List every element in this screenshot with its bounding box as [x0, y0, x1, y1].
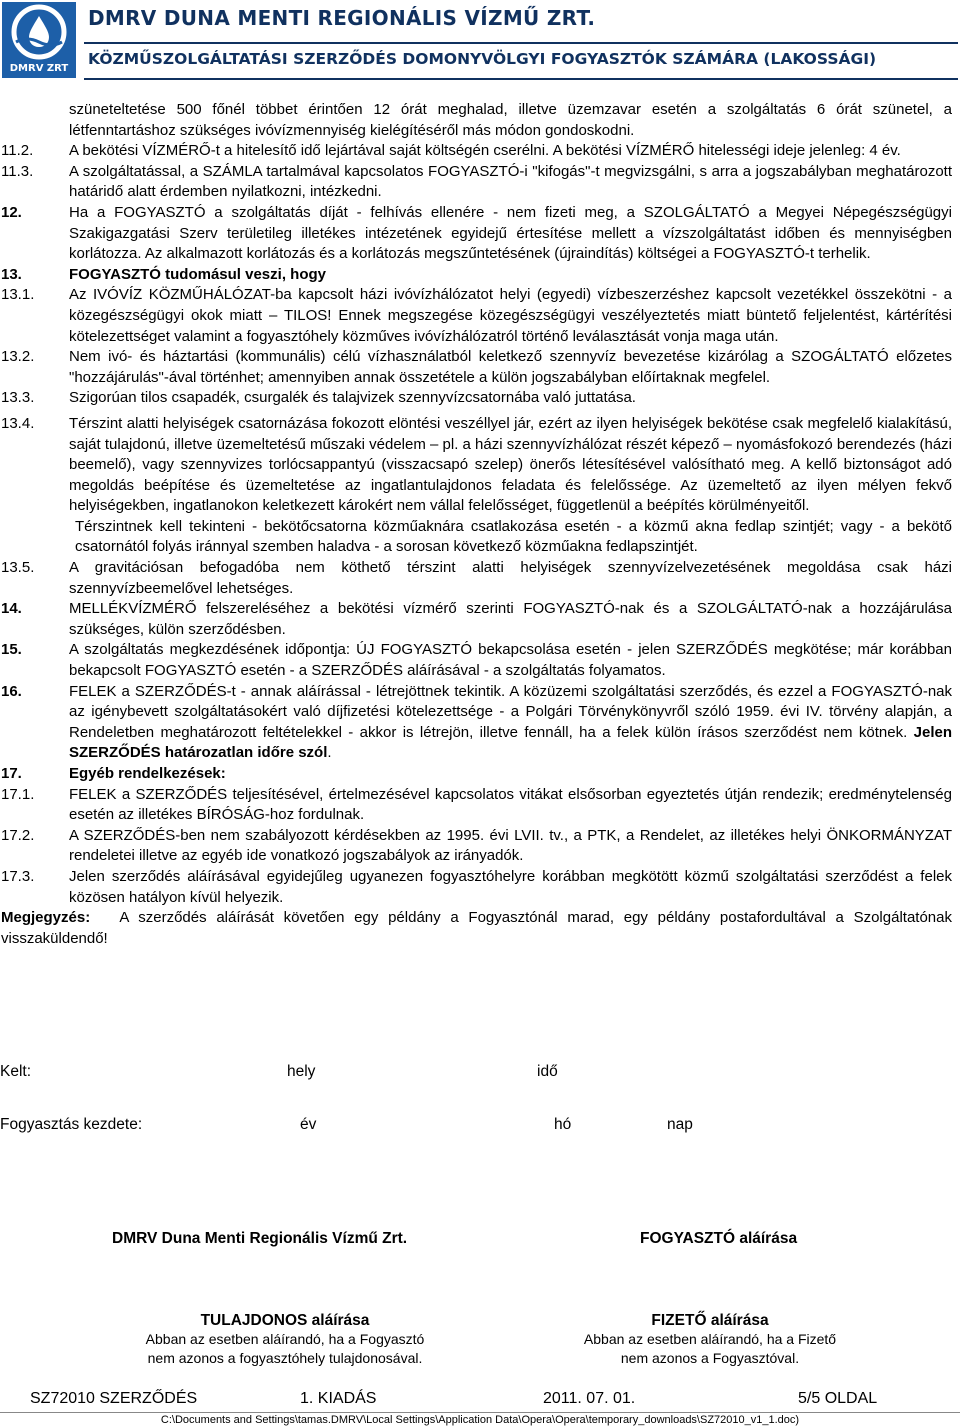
contract-section [0, 826, 952, 867]
contract-section [0, 785, 952, 826]
page-header [0, 0, 960, 80]
contract-section [0, 347, 952, 388]
company-title: DMRV DUNA MENTI REGIONÁLIS VÍZMŰ ZRT. [88, 6, 596, 30]
document-subtitle: KÖZMŰSZOLGÁLTATÁSI SZERZŐDÉS DOMONYVÖLGYI FOGYASZTÓK SZÁMÁRA (LAKOSSÁGI) [88, 50, 877, 68]
payer-signature-block [560, 1311, 860, 1368]
section-number: 13.1. [1, 286, 35, 304]
section-text: Jelen szerződés aláírásával egyidejűleg ugyanezen fogyasztóhelyre korábban megkötött közmű szolgáltatási szerződést a felek közösen hatályon kívül helyezik. [69, 867, 952, 906]
section-number: 16. [1, 682, 22, 700]
section-number: 13.4. [1, 414, 35, 432]
section-text: szüneteltetése 500 főnél többet érintően 12 órát meghalad, illetve üzemzavar esetén a szolgáltatás 6 órát szünetel, a létfenntartáshoz szükséges ivóvízmennyiség kielégítéséről más módon gondoskodni. [69, 101, 952, 139]
section-number: 13.2. [1, 348, 35, 366]
footer-file-path: C:\Documents and Settings\tamas.DMRV\Local Settings\Application Data\Opera\Opera\temporary_downloads\SZ72010_v1_1.doc) [160, 1414, 800, 1426]
section-number: 17.2. [1, 826, 35, 844]
section-number: 13.5. [1, 559, 35, 577]
section-text-end: . [327, 744, 332, 762]
footer-date: 2011. 07. 01. [543, 1390, 636, 1407]
provider-signature: DMRV Duna Menti Regionális Vízmű Zrt. [112, 1230, 408, 1247]
payer-note-line1: Abban az esetben aláírandó, ha a Fizető [583, 1331, 837, 1347]
owner-signature-block [120, 1311, 450, 1368]
section-text: A szolgáltatás megkezdésének időpontja: ÚJ FOGYASZTÓ bekapcsolása esetén - jelen SZERZŐDÉS megkötése; már korábban bekapcsolt FOGYASZTÓ esetén - a SZERZŐDÉS aláírásával - a szolgáltatás folyamatos. [69, 641, 952, 680]
section-text-main: FELEK a SZERZŐDÉS-t - annak aláírással - létrejöttnek tekintik. A közüzemi szolgáltatási szerződés, és ezzel a FOGYASZTÓ-nak az igénybevett szolgáltatásokért való díjfizetési kötelezettsége - a Polgári Törvénykönyvről szóló 1959. évi IV. törvény alapján, a Rendeletben meghatározott feltételekkel - akkor is létrejön, illetve fennáll, ha a felek külön írásos szerződést nem kötnek. [69, 682, 952, 741]
contract-section [0, 640, 952, 681]
section-number: 11.3. [1, 162, 34, 180]
header-divider [84, 42, 958, 44]
section-text: Ha a FOGYASZTÓ a szolgáltatás díját - felhívás ellenére - nem fizeti meg, a SZOLGÁLTATÓ a Megyei Népegészségügyi Szakigazgatási Szerv területileg illetékes intézetének egyidejű értesítése mellett a vízszolgáltatást időben és mennyiségben korlátozza. Az alkalmazott korlátozás és a korlátozás megszűntetésének (újraindítás) költségei a FOGYASZTÓ-t terhelik. [69, 203, 952, 263]
section-number: 17.1. [1, 785, 35, 803]
contract-section [0, 265, 952, 286]
start-label: Fogyasztás kezdete: [0, 1116, 143, 1133]
contract-section [0, 599, 952, 640]
footer-document-id: SZ72010 SZERZŐDÉS [30, 1390, 198, 1407]
payer-signature-title: FIZETŐ aláírása [651, 1312, 769, 1329]
section-text: A bekötési VÍZMÉRŐ-t a hitelesítő idő lejártával saját költségén cserélni. A bekötési VÍZMÉRŐ hitelességi ideje jelenleg: 4 év. [69, 142, 901, 160]
contract-section [0, 388, 952, 409]
section-text: MELLÉKVÍZMÉRŐ felszereléséhez a bekötési vízmérő szerinti FOGYASZTÓ-nak és a SZOLGÁLTATÓ-nak a hozzájárulása szükséges, külön szerződésben. [69, 600, 952, 638]
section-text [69, 682, 952, 764]
section-text: FELEK a SZERZŐDÉS teljesítésével, értelmezésével kapcsolatos vitákat elsősorban egyeztetés útján rendezik; eredménytelenség esetén az illetékes BÍRÓSÁG-hoz fordulnak. [69, 785, 952, 824]
footer-page-number: 5/5 OLDAL [798, 1390, 878, 1407]
section-text: FOGYASZTÓ tudomásul veszi, hogy [69, 265, 326, 283]
contract-section [0, 682, 952, 764]
section-text: A gravitációsan befogadóba nem köthető térszint alatti helyiségek szennyvízelvezetésének megoldása csak házi szennyvízbeemelővel lehetséges. [69, 559, 952, 597]
contract-section [0, 141, 952, 162]
section-text-emphasis: Jelen SZERZŐDÉS határozatlan időre szól [69, 723, 953, 762]
consumer-signature: FOGYASZTÓ aláírása [640, 1230, 798, 1247]
section-number: 11.2. [1, 142, 34, 160]
section-number: 13. [1, 265, 22, 283]
header-divider-bottom [84, 78, 958, 80]
contract-section [0, 867, 952, 908]
contract-section [0, 203, 952, 265]
contract-section [0, 414, 952, 517]
section-text: Térszint alatti helyiségek csatornázása fokozott elöntési veszéllyel jár, ezért az ilyen helyiségek bekötése csak megfelelő kialakítású, saját tulajdonú, illetve üzemeltetésű műszaki védelem – pl. a házi szennyvízhálózat részét képező – nyomásfokozó berendezés (házi beemelő), vagy szennyvizes torlócsappantyú (visszacsapó szelep) önerős létesítésével valósítható meg. A kellő biztonságot adó megoldás beépítése és üzemeltetése az ingatlantulajdonos feladata és felelőssége. Az üzemeltető az ilyen mélyen fekvő helyiségekben, ingatlanokon keletkezett károkért nem vállal felelősséget, függetlenül a beépítés körülményeitől. [69, 414, 952, 515]
contract-section [0, 100, 952, 141]
contract-section [0, 764, 952, 785]
payer-note-line2: nem azonos a Fogyasztóval. [620, 1350, 800, 1366]
section-number: 17.3. [1, 867, 35, 885]
contract-body [0, 100, 952, 949]
section-text: A SZERZŐDÉS-ben nem szabályozott kérdésekben az 1995. évi LVII. tv., a PTK, a Rendelet, az illetékes helyi ÖNKORMÁNYZAT rendeletei illetve az egyéb ide vonatkozó jogszabályok az irányadók. [69, 826, 952, 865]
hely-label: hely [287, 1063, 316, 1080]
owner-signature-title: TULAJDONOS aláírása [200, 1312, 370, 1329]
note-paragraph [0, 908, 952, 949]
contract-section [0, 285, 952, 347]
section-number: 15. [1, 641, 22, 659]
ev-label: év [300, 1116, 317, 1133]
contract-section [0, 162, 952, 203]
section-text: A szolgáltatással, a SZÁMLA tartalmával kapcsolatos FOGYASZTÓ-i "kifogás"-t megvizsgálni, s arra a jogszabályban meghatározott határidő alatt érdemben nyilatkozni, intézkedni. [69, 162, 952, 201]
section-text: Térszintnek kell tekinteni - bekötőcsatorna közműaknára csatlakozása esetén - a közmű akna fedlap szintjét; vagy - a bekötő csatornától folyás iránnyal szemben haladva - a sorosan következő közműakna fedlapszintjét. [75, 517, 952, 556]
section-text: Egyéb rendelkezések: [69, 765, 226, 782]
company-logo [2, 2, 76, 78]
footer-edition: 1. KIADÁS [300, 1390, 377, 1407]
page-footer [0, 1384, 960, 1428]
section-text: Nem ivó- és háztartási (kommunális) célú vízhasználatból keletkező szennyvíz bevezetése kizárólag a SZOGÁLTATÓ előzetes "hozzájárulás"-ával történhet; amennyiben annak összetétele a külön jogszabályban előírtaknak megfelel. [69, 348, 952, 386]
note-label: Megjegyzés: [1, 909, 91, 927]
section-number: 14. [1, 600, 22, 618]
note-text: A szerződés aláírását követően egy példány a Fogyasztónál marad, egy példány postafordultával a Szolgáltatónak visszaküldendő! [1, 909, 952, 947]
nap-label: nap [667, 1116, 693, 1133]
ho-label: hó [554, 1116, 572, 1133]
contract-section [0, 558, 952, 599]
logo-text: DMRV ZRT [9, 63, 69, 74]
footer-divider [0, 1412, 960, 1413]
owner-note-line2: nem azonos a fogyasztóhely tulajdonosával. [147, 1350, 423, 1366]
owner-note-line1: Abban az esetben aláírandó, ha a Fogyasztó [145, 1331, 425, 1347]
contract-section [0, 517, 952, 558]
section-text: Szigorúan tilos csapadék, csurgalék és talajvizek szennyvízcsatornába való juttatása. [69, 389, 636, 407]
section-number: 12. [1, 203, 22, 221]
section-text: Az IVÓVÍZ KÖZMŰHÁLÓZAT-ba kapcsolt házi ivóvízhálózatot helyi (egyedi) vízbeszerzéshez kapcsolt vezetékkel összekötni - a közegészségügyi okok miatt – TILOS! Ennek megszegése közegészségügyi veszélyeztetés miatt büntető feljelentést, kártérítési kötelezettséget valamint a fogyasztóhely közműves ivóvízhálózatról történő leválasztását vonja maga után. [69, 286, 952, 345]
kelt-label: Kelt: [0, 1063, 32, 1080]
section-number: 17. [1, 765, 22, 782]
drop-icon [2, 2, 76, 62]
ido-label: idő [537, 1063, 558, 1080]
section-number: 13.3. [1, 389, 35, 407]
